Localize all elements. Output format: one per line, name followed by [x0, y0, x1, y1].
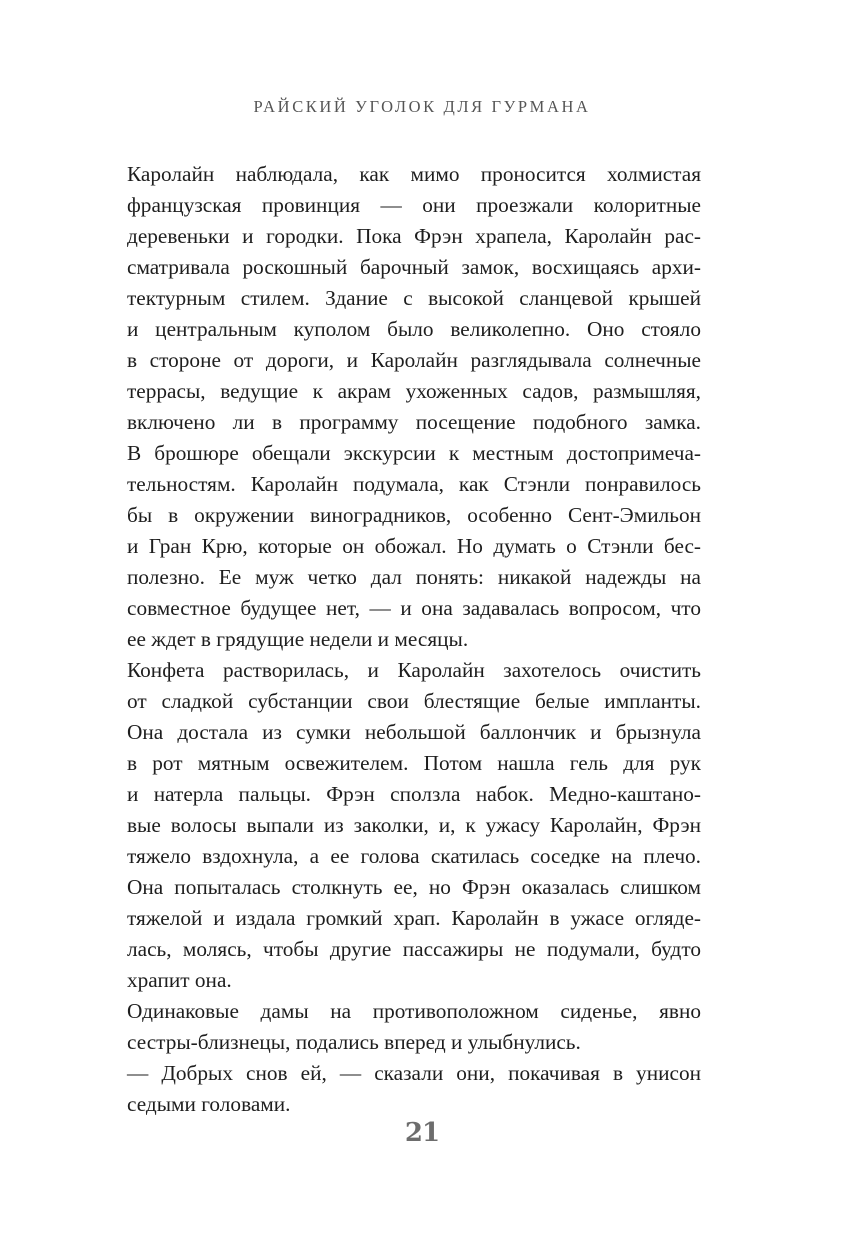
text-line: храпит она. [127, 968, 232, 992]
text-line: сестры-близнецы, подались вперед и улыбнулись. [127, 1030, 581, 1054]
text-line: и натерла пальцы. Фрэн сползла набок. Медно-каштано- [127, 782, 701, 806]
text-line: деревеньки и городки. Пока Фрэн храпела, Каролайн рас- [127, 224, 701, 248]
text-line: от сладкой субстанции свои блестящие белые импланты. [127, 689, 701, 713]
text-line: Каролайн наблюдала, как мимо проносится холмистая [127, 162, 701, 186]
text-line: тельностям. Каролайн подумала, как Стэнли понравилось [127, 472, 701, 496]
page-number: 21 [404, 1118, 440, 1148]
text-line: в рот мятным освежителем. Потом нашла гель для рук [127, 751, 701, 775]
running-head: РАЙСКИЙ УГОЛОК ДЛЯ ГУРМАНА [253, 97, 591, 116]
text-line: В брошюре обещали экскурсии к местным достопримеча- [127, 441, 701, 465]
text-line: лась, молясь, чтобы другие пассажиры не подумали, будто [127, 937, 701, 961]
text-line: французская провинция — они проезжали колоритные [127, 193, 701, 217]
text-line: Она достала из сумки небольшой баллончик и брызнула [127, 720, 701, 744]
text-line: совместное будущее нет, — и она задавалась вопросом, что [127, 596, 701, 620]
text-line: полезно. Ее муж четко дал понять: никакой надежды на [127, 565, 701, 589]
text-line: Конфета растворилась, и Каролайн захотелось очистить [127, 658, 701, 682]
text-line: тяжелой и издала громкий храп. Каролайн в ужасе огляде- [127, 906, 701, 930]
text-line: тектурным стилем. Здание с высокой сланцевой крышей [127, 286, 701, 310]
text-line: Одинаковые дамы на противоположном сиденье, явно [127, 999, 701, 1023]
text-line: сматривала роскошный барочный замок, восхищаясь архи- [127, 255, 701, 279]
text-line: бы в окружении виноградников, особенно Сент-Эмильон [127, 503, 701, 527]
text-line: Она попыталась столкнуть ее, но Фрэн оказалась слишком [127, 875, 701, 899]
text-line: — Добрых снов ей, — сказали они, покачивая в унисон [127, 1061, 701, 1085]
text-line: ее ждет в грядущие недели и месяцы. [127, 627, 469, 651]
text-line: террасы, ведущие к акрам ухоженных садов, размышляя, [127, 379, 701, 403]
text-line: и Гран Крю, которые он обожал. Но думать о Стэнли бес- [127, 534, 701, 558]
text-line: седыми головами. [127, 1092, 291, 1116]
text-line: включено ли в программу посещение подобного замка. [127, 410, 701, 434]
text-line: вые волосы выпали из заколки, и, к ужасу Каролайн, Фрэн [127, 813, 701, 837]
text-line: тяжело вздохнула, а ее голова скатилась соседке на плечо. [127, 844, 701, 868]
text-line: и центральным куполом было великолепно. Оно стояло [127, 317, 701, 341]
text-line: в стороне от дороги, и Каролайн разглядывала солнечные [127, 348, 701, 372]
